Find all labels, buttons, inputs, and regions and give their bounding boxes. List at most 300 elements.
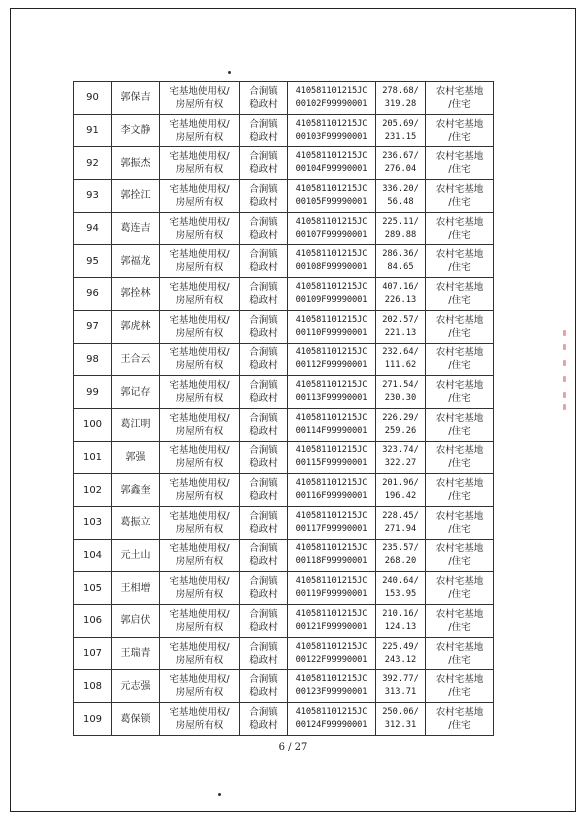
cell-location [240, 605, 288, 638]
cell-unit-code-line: 410581101215JC [295, 478, 368, 489]
table-row [74, 212, 494, 245]
cell-location [240, 637, 288, 670]
cell-unit-code [288, 147, 376, 180]
cell-number: 101 [74, 441, 112, 474]
cell-unit-code-line: 00107F99990001 [295, 229, 368, 240]
table-row [74, 343, 494, 376]
cell-unit-code-line: 00102F99990001 [295, 98, 368, 109]
cell-location [240, 703, 288, 736]
cell-unit-code-line: 00113F99990001 [295, 393, 368, 404]
cell-usage-line: /住宅 [448, 196, 471, 208]
cell-usage-line: /住宅 [448, 589, 471, 601]
cell-unit-code-line: 410581101215JC [295, 543, 368, 554]
cell-usage-line: /住宅 [448, 262, 471, 274]
cell-usage [426, 278, 494, 311]
cell-location-line: 稳政村 [249, 164, 278, 176]
cell-unit-code-line: 00108F99990001 [295, 262, 368, 273]
cell-usage-line: 农村宅基地 [435, 118, 484, 130]
cell-usage-line: /住宅 [448, 621, 471, 633]
cell-right-type-line: 宅基地使用权/ [169, 412, 230, 424]
cell-location [240, 539, 288, 572]
table-row [74, 703, 494, 736]
cell-right-type-line: 房屋所有权 [175, 393, 224, 405]
registration-table [73, 81, 494, 736]
cell-area-line: 210.16/ [382, 608, 419, 619]
cell-owner-name: 葛保锁 [112, 703, 160, 736]
cell-right-type [160, 212, 240, 245]
cell-owner-name: 李文静 [112, 114, 160, 147]
cell-location [240, 180, 288, 213]
cell-usage-line: 农村宅基地 [435, 412, 484, 424]
cell-usage [426, 376, 494, 409]
cell-location-line: 合涧镇 [249, 510, 278, 522]
cell-area [376, 180, 426, 213]
cell-number: 108 [74, 670, 112, 703]
cell-number: 99 [74, 376, 112, 409]
cell-usage-line: /住宅 [448, 556, 471, 568]
cell-owner-name: 郭鑫奎 [112, 474, 160, 507]
cell-location [240, 670, 288, 703]
cell-right-type-line: 房屋所有权 [175, 98, 224, 110]
cell-right-type [160, 376, 240, 409]
cell-right-type-line: 房屋所有权 [175, 164, 224, 176]
cell-usage [426, 506, 494, 539]
cell-right-type [160, 82, 240, 115]
cell-right-type-line: 宅基地使用权/ [169, 608, 230, 620]
cell-unit-code-line: 410581101215JC [295, 118, 368, 129]
cell-location [240, 474, 288, 507]
cell-area-line: 319.28 [384, 98, 417, 109]
cell-owner-name: 郭振杰 [112, 147, 160, 180]
cell-location-line: 稳政村 [249, 294, 278, 306]
cell-right-type-line: 宅基地使用权/ [169, 216, 230, 228]
cell-number: 100 [74, 408, 112, 441]
cell-unit-code-line: 00103F99990001 [295, 131, 368, 142]
cell-area-line: 228.45/ [382, 510, 419, 521]
cell-area-line: 392.77/ [382, 674, 419, 685]
cell-area-line: 312.31 [384, 720, 417, 731]
cell-right-type [160, 408, 240, 441]
cell-area [376, 82, 426, 115]
cell-owner-name: 元志强 [112, 670, 160, 703]
cell-usage-line: /住宅 [448, 425, 471, 437]
table-row [74, 82, 494, 115]
table-row [74, 245, 494, 278]
cell-owner-name: 郭保吉 [112, 82, 160, 115]
cell-area-line: 336.20/ [382, 183, 419, 194]
cell-location [240, 147, 288, 180]
cell-location-line: 合涧镇 [249, 85, 278, 97]
cell-usage-line: 农村宅基地 [435, 281, 484, 293]
cell-area [376, 310, 426, 343]
cell-usage [426, 572, 494, 605]
cell-unit-code [288, 82, 376, 115]
cell-location-line: 稳政村 [249, 196, 278, 208]
cell-location [240, 572, 288, 605]
cell-right-type [160, 637, 240, 670]
cell-right-type [160, 114, 240, 147]
cell-location [240, 114, 288, 147]
cell-area-line: 221.13 [384, 327, 417, 338]
cell-area-line: 243.12 [384, 654, 417, 665]
cell-unit-code [288, 572, 376, 605]
cell-area-line: 278.68/ [382, 85, 419, 96]
cell-right-type-line: 房屋所有权 [175, 523, 224, 535]
cell-right-type-line: 宅基地使用权/ [169, 380, 230, 392]
cell-location-line: 稳政村 [249, 360, 278, 372]
cell-usage-line: /住宅 [448, 393, 471, 405]
cell-right-type-line: 宅基地使用权/ [169, 478, 230, 490]
cell-location-line: 稳政村 [249, 131, 278, 143]
cell-number: 102 [74, 474, 112, 507]
cell-location [240, 212, 288, 245]
cell-usage-line: /住宅 [448, 164, 471, 176]
cell-area [376, 441, 426, 474]
table-row [74, 474, 494, 507]
cell-location-line: 稳政村 [249, 589, 278, 601]
cell-area-line: 240.64/ [382, 576, 419, 587]
cell-number: 96 [74, 278, 112, 311]
cell-area-line: 271.54/ [382, 380, 419, 391]
cell-right-type-line: 宅基地使用权/ [169, 641, 230, 653]
cell-right-type-line: 房屋所有权 [175, 229, 224, 241]
cell-unit-code-line: 00112F99990001 [295, 360, 368, 371]
cell-location-line: 合涧镇 [249, 347, 278, 359]
cell-right-type-line: 房屋所有权 [175, 458, 224, 470]
cell-area [376, 703, 426, 736]
cell-unit-code [288, 637, 376, 670]
table-row [74, 605, 494, 638]
cell-usage-line: /住宅 [448, 687, 471, 699]
cell-area [376, 474, 426, 507]
cell-area-line: 124.13 [384, 621, 417, 632]
cell-right-type-line: 房屋所有权 [175, 262, 224, 274]
cell-usage-line: 农村宅基地 [435, 510, 484, 522]
cell-number: 104 [74, 539, 112, 572]
cell-unit-code [288, 441, 376, 474]
cell-location-line: 合涧镇 [249, 118, 278, 130]
cell-unit-code-line: 410581101215JC [295, 576, 368, 587]
cell-usage [426, 310, 494, 343]
cell-location-line: 合涧镇 [249, 445, 278, 457]
cell-right-type [160, 441, 240, 474]
table-row [74, 278, 494, 311]
cell-unit-code [288, 408, 376, 441]
table-row [74, 572, 494, 605]
cell-area [376, 376, 426, 409]
cell-number: 109 [74, 703, 112, 736]
cell-area-line: 84.65 [387, 262, 414, 273]
cell-unit-code [288, 670, 376, 703]
cell-area-line: 268.20 [384, 556, 417, 567]
cell-right-type-line: 宅基地使用权/ [169, 445, 230, 457]
cell-right-type-line: 房屋所有权 [175, 360, 224, 372]
cell-unit-code [288, 278, 376, 311]
registration-table-body [74, 82, 494, 736]
cell-area [376, 343, 426, 376]
cell-location-line: 稳政村 [249, 229, 278, 241]
cell-location-line: 稳政村 [249, 98, 278, 110]
cell-right-type-line: 房屋所有权 [175, 196, 224, 208]
cell-usage-line: 农村宅基地 [435, 641, 484, 653]
cell-owner-name: 元土山 [112, 539, 160, 572]
cell-area [376, 572, 426, 605]
cell-usage [426, 670, 494, 703]
cell-unit-code-line: 410581101215JC [295, 641, 368, 652]
cell-area-line: 153.95 [384, 589, 417, 600]
cell-area-line: 250.06/ [382, 707, 419, 718]
cell-area [376, 212, 426, 245]
cell-owner-name: 郭虎林 [112, 310, 160, 343]
cell-right-type-line: 宅基地使用权/ [169, 281, 230, 293]
cell-unit-code [288, 180, 376, 213]
cell-right-type-line: 宅基地使用权/ [169, 183, 230, 195]
cell-location-line: 稳政村 [249, 425, 278, 437]
cell-right-type-line: 宅基地使用权/ [169, 707, 230, 719]
cell-owner-name: 王相增 [112, 572, 160, 605]
cell-usage [426, 408, 494, 441]
cell-number: 107 [74, 637, 112, 670]
cell-usage-line: /住宅 [448, 654, 471, 666]
cell-number: 92 [74, 147, 112, 180]
cell-unit-code [288, 245, 376, 278]
cell-area-line: 225.11/ [382, 216, 419, 227]
cell-area-line: 322.27 [384, 458, 417, 469]
cell-usage [426, 637, 494, 670]
cell-location [240, 441, 288, 474]
cell-area [376, 670, 426, 703]
table-row [74, 310, 494, 343]
cell-usage-line: /住宅 [448, 294, 471, 306]
cell-right-type [160, 245, 240, 278]
cell-location-line: 稳政村 [249, 491, 278, 503]
cell-location-line: 合涧镇 [249, 281, 278, 293]
cell-area-line: 225.49/ [382, 641, 419, 652]
cell-area [376, 605, 426, 638]
cell-unit-code-line: 410581101215JC [295, 347, 368, 358]
cell-usage [426, 343, 494, 376]
cell-location [240, 310, 288, 343]
cell-usage [426, 539, 494, 572]
cell-right-type-line: 房屋所有权 [175, 621, 224, 633]
cell-location-line: 合涧镇 [249, 249, 278, 261]
cell-right-type [160, 147, 240, 180]
cell-unit-code [288, 212, 376, 245]
cell-right-type [160, 670, 240, 703]
cell-usage-line: 农村宅基地 [435, 543, 484, 555]
cell-area-line: 202.57/ [382, 314, 419, 325]
cell-number: 93 [74, 180, 112, 213]
cell-owner-name: 王瑞青 [112, 637, 160, 670]
cell-right-type-line: 房屋所有权 [175, 720, 224, 732]
cell-usage [426, 82, 494, 115]
cell-unit-code-line: 00110F99990001 [295, 327, 368, 338]
cell-usage-line: 农村宅基地 [435, 445, 484, 457]
cell-area [376, 114, 426, 147]
cell-right-type-line: 宅基地使用权/ [169, 118, 230, 130]
cell-usage [426, 180, 494, 213]
cell-location-line: 稳政村 [249, 687, 278, 699]
table-row [74, 114, 494, 147]
cell-area-line: 226.13 [384, 294, 417, 305]
cell-right-type [160, 343, 240, 376]
cell-usage-line: /住宅 [448, 523, 471, 535]
cell-owner-name: 葛振立 [112, 506, 160, 539]
cell-location [240, 376, 288, 409]
cell-unit-code-line: 00114F99990001 [295, 425, 368, 436]
cell-right-type-line: 宅基地使用权/ [169, 510, 230, 522]
cell-unit-code-line: 00104F99990001 [295, 164, 368, 175]
cell-owner-name: 郭拴林 [112, 278, 160, 311]
cell-usage-line: /住宅 [448, 327, 471, 339]
cell-unit-code-line: 410581101215JC [295, 510, 368, 521]
cell-unit-code-line: 00116F99990001 [295, 491, 368, 502]
cell-owner-name: 葛连吉 [112, 212, 160, 245]
cell-unit-code-line: 00118F99990001 [295, 556, 368, 567]
cell-location-line: 合涧镇 [249, 183, 278, 195]
cell-usage-line: /住宅 [448, 98, 471, 110]
cell-right-type-line: 宅基地使用权/ [169, 543, 230, 555]
cell-location-line: 稳政村 [249, 327, 278, 339]
cell-unit-code-line: 410581101215JC [295, 445, 368, 456]
cell-usage-line: 农村宅基地 [435, 85, 484, 97]
cell-location-line: 合涧镇 [249, 380, 278, 392]
cell-owner-name: 王合云 [112, 343, 160, 376]
cell-right-type-line: 宅基地使用权/ [169, 151, 230, 163]
cell-right-type-line: 房屋所有权 [175, 131, 224, 143]
cell-area-line: 232.64/ [382, 347, 419, 358]
cell-right-type-line: 房屋所有权 [175, 687, 224, 699]
cell-usage [426, 703, 494, 736]
cell-location-line: 合涧镇 [249, 576, 278, 588]
cell-area-line: 201.96/ [382, 478, 419, 489]
cell-right-type [160, 310, 240, 343]
page-number: 6 / 27 [278, 742, 308, 753]
cell-area [376, 637, 426, 670]
table-row [74, 670, 494, 703]
cell-right-type [160, 605, 240, 638]
cell-owner-name: 郭强 [112, 441, 160, 474]
cell-unit-code-line: 410581101215JC [295, 674, 368, 685]
cell-right-type [160, 572, 240, 605]
cell-unit-code-line: 00121F99990001 [295, 621, 368, 632]
cell-usage [426, 605, 494, 638]
cell-right-type-line: 房屋所有权 [175, 425, 224, 437]
cell-area-line: 236.67/ [382, 151, 419, 162]
cell-unit-code-line: 00123F99990001 [295, 687, 368, 698]
cell-location-line: 合涧镇 [249, 478, 278, 490]
cell-area [376, 147, 426, 180]
cell-usage-line: 农村宅基地 [435, 380, 484, 392]
scan-speck [218, 793, 221, 796]
cell-usage-line: 农村宅基地 [435, 347, 484, 359]
cell-unit-code-line: 00109F99990001 [295, 294, 368, 305]
cell-usage [426, 245, 494, 278]
cell-area [376, 408, 426, 441]
cell-usage-line: 农村宅基地 [435, 314, 484, 326]
cell-right-type [160, 506, 240, 539]
cell-usage-line: /住宅 [448, 229, 471, 241]
cell-right-type-line: 房屋所有权 [175, 556, 224, 568]
cell-location-line: 合涧镇 [249, 707, 278, 719]
cell-unit-code-line: 410581101215JC [295, 85, 368, 96]
table-row [74, 147, 494, 180]
cell-right-type [160, 474, 240, 507]
cell-location-line: 合涧镇 [249, 608, 278, 620]
cell-area [376, 245, 426, 278]
cell-number: 91 [74, 114, 112, 147]
cell-right-type-line: 房屋所有权 [175, 294, 224, 306]
cell-area-line: 196.42 [384, 491, 417, 502]
cell-right-type-line: 宅基地使用权/ [169, 314, 230, 326]
cell-unit-code [288, 506, 376, 539]
cell-area-line: 235.57/ [382, 543, 419, 554]
table-row [74, 506, 494, 539]
cell-right-type [160, 278, 240, 311]
cell-right-type-line: 宅基地使用权/ [169, 85, 230, 97]
cell-area-line: 323.74/ [382, 445, 419, 456]
cell-area-line: 313.71 [384, 687, 417, 698]
cell-area-line: 230.30 [384, 393, 417, 404]
cell-area-line: 226.29/ [382, 412, 419, 423]
cell-usage [426, 441, 494, 474]
cell-location-line: 合涧镇 [249, 543, 278, 555]
cell-usage-line: 农村宅基地 [435, 249, 484, 261]
cell-unit-code-line: 00115F99990001 [295, 458, 368, 469]
cell-number: 90 [74, 82, 112, 115]
cell-usage-line: 农村宅基地 [435, 608, 484, 620]
cell-unit-code [288, 703, 376, 736]
cell-usage-line: /住宅 [448, 491, 471, 503]
cell-unit-code-line: 410581101215JC [295, 608, 368, 619]
cell-location-line: 稳政村 [249, 654, 278, 666]
cell-usage [426, 147, 494, 180]
cell-number: 105 [74, 572, 112, 605]
table-row [74, 408, 494, 441]
cell-location [240, 278, 288, 311]
cell-usage-line: 农村宅基地 [435, 216, 484, 228]
cell-owner-name: 郭记存 [112, 376, 160, 409]
cell-area-line: 276.04 [384, 164, 417, 175]
cell-right-type-line: 宅基地使用权/ [169, 347, 230, 359]
cell-location [240, 82, 288, 115]
cell-owner-name: 葛江明 [112, 408, 160, 441]
cell-usage-line: 农村宅基地 [435, 183, 484, 195]
cell-location-line: 合涧镇 [249, 151, 278, 163]
cell-unit-code-line: 00122F99990001 [295, 654, 368, 665]
cell-area-line: 407.16/ [382, 281, 419, 292]
cell-owner-name: 郭福龙 [112, 245, 160, 278]
cell-number: 94 [74, 212, 112, 245]
cell-location-line: 稳政村 [249, 556, 278, 568]
cell-location [240, 408, 288, 441]
cell-right-type [160, 539, 240, 572]
cell-location-line: 合涧镇 [249, 216, 278, 228]
cell-right-type-line: 房屋所有权 [175, 589, 224, 601]
cell-unit-code-line: 00105F99990001 [295, 196, 368, 207]
cell-usage-line: /住宅 [448, 720, 471, 732]
cell-area-line: 271.94 [384, 523, 417, 534]
cell-unit-code [288, 474, 376, 507]
cell-area-line: 111.62 [384, 360, 417, 371]
seal-edge-mark [560, 330, 570, 410]
cell-usage-line: 农村宅基地 [435, 576, 484, 588]
cell-unit-code [288, 343, 376, 376]
cell-location-line: 稳政村 [249, 458, 278, 470]
table-row [74, 441, 494, 474]
cell-number: 106 [74, 605, 112, 638]
table-row [74, 637, 494, 670]
